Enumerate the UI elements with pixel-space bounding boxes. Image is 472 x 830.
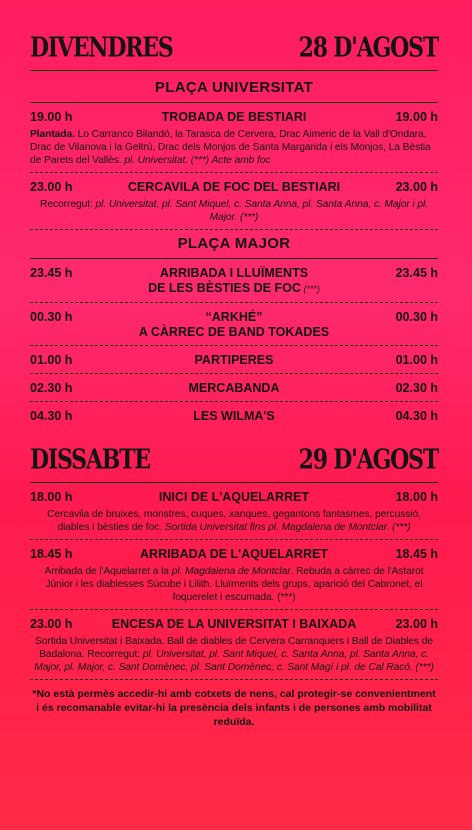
event-time-start: 00.30 h: [30, 310, 73, 324]
event-time-start: 18.00 h: [30, 490, 73, 504]
divider: [30, 679, 438, 680]
event-cercavila: [30, 180, 438, 224]
event-title: ENCESA DE LA UNIVERSITAT I BAIXADA: [111, 617, 357, 631]
event-time-end: 00.30 h: [395, 310, 438, 324]
event-time-end: 23.00 h: [395, 617, 438, 631]
divider: [30, 401, 438, 402]
day-name: DISSABTE: [30, 443, 150, 476]
event-partiperes: [30, 353, 438, 368]
event-time-start: 23.00 h: [30, 180, 73, 194]
event-title: ARRIBADA DE L'AQUELARRET: [140, 547, 328, 561]
day-date: 28 D'AGOST: [298, 31, 438, 64]
divider: [30, 345, 438, 346]
event-time-end: 18.45 h: [395, 547, 438, 561]
event-time-end: 18.00 h: [395, 490, 438, 504]
event-time-start: 18.45 h: [30, 547, 73, 561]
event-time-end: 19.00 h: [395, 110, 438, 124]
event-mercabanda: [30, 381, 438, 396]
event-time-start: 04.30 h: [30, 409, 73, 423]
program-page: [0, 30, 472, 830]
divider: [30, 609, 438, 610]
venue-title: PLAÇA MAJOR: [177, 235, 291, 252]
event-time-end: 23.00 h: [395, 180, 438, 194]
day-header-saturday: [30, 436, 438, 476]
event-time-end: 01.00 h: [395, 353, 438, 367]
event-title: PARTIPERES: [194, 353, 274, 367]
divider: [30, 70, 438, 71]
event-time-start: 23.45 h: [30, 266, 73, 280]
divider: [30, 172, 438, 173]
day-name: DIVENDRES: [30, 31, 173, 64]
event-time-start: 01.00 h: [30, 353, 73, 367]
event-title: TROBADA DE BESTIARI: [161, 110, 307, 124]
event-title: INICI DE L'AQUELARRET: [158, 490, 310, 504]
event-time-start: 02.30 h: [30, 381, 73, 395]
event-trobada: [30, 110, 438, 167]
event-description: Cercavila de bruixes, monstres, cuques, xanques, gegantons fantasmes, percussió, diables i bèsties de foc. Sortida Universitat fins pl. Magdalena de Montclar. (***): [47, 509, 421, 533]
day-date: 29 D'AGOST: [298, 443, 438, 476]
event-description: Arribada de l'Aquelarret a la pl. Magdalena de Montclar. Rebuda a càrrec de l'Astarot Júnior i les diablesses Súcube i Lilith. Lluïments dels grups, aparició del Cabronet, el foquerelet i escumada. (***): [44, 566, 424, 603]
footnote: *No està permès accedir-hi amb cotxets de nens, cal protegir-se convenientment i és recomanable evitar-hi la presència dels infants i de persones amb mobilitat reduïda.: [32, 688, 436, 728]
divider: [30, 482, 438, 483]
event-description: Plantada. Lo Carranco Bilandó, la Tarasca de Cervera, Drac Aimeric de la Vall d'Ondara, Drac de Vilanova i la Geltrú, Drac dels Monjos de Santa Margarida i els Monjos, La Bèstia de Parets del Vallès. pl. Universitat. (***) Acte amb foc: [30, 129, 431, 166]
event-title: “ARKHÉ” A CÀRREC DE BAND TOKADES: [138, 310, 330, 339]
event-arribada: [30, 266, 438, 297]
event-arribada-aquelarret: [30, 547, 438, 604]
divider: [30, 229, 438, 230]
divider: [30, 258, 438, 259]
event-title: CERCAVILA DE FOC DEL BESTIARI: [127, 180, 341, 194]
venue-title: PLAÇA UNIVERSITAT: [154, 79, 314, 96]
divider: [30, 373, 438, 374]
event-encesa: [30, 617, 438, 674]
divider: [30, 539, 438, 540]
event-time-end: 04.30 h: [395, 409, 438, 423]
day-header-friday: [30, 22, 438, 65]
event-description: Sortida Universitat i Baixada. Ball de diables de Cervera Carranquers i Ball de Diables de Badalona. Recorregut: pl. Universitat, pl. Sant Miquel, c. Santa Anna, pl. Santa Anna, c. Major, pl. Major, c. Sant Domènec, pl. Sant Domènec, c. Sant Magí i pl. de Cal Racó. (***): [34, 636, 434, 673]
divider: [30, 302, 438, 303]
event-inici-aquelarret: [30, 490, 438, 534]
event-title: LES WILMA'S: [193, 409, 275, 423]
event-wilmas: [30, 409, 438, 424]
event-time-start: 23.00 h: [30, 617, 73, 631]
event-title: MERCABANDA: [188, 381, 280, 395]
event-time-start: 19.00 h: [30, 110, 73, 124]
event-title: ARRIBADA I LLUÏMENTS DE LES BÈSTIES DE FOC (***): [148, 266, 320, 295]
divider: [30, 102, 438, 103]
event-time-end: 23.45 h: [395, 266, 438, 280]
event-description: Recorregut: pl. Universitat, pl. Sant Miquel, c. Santa Anna, pl. Santa Anna, c. Major i pl. Major. (***): [40, 199, 428, 223]
event-time-end: 02.30 h: [395, 381, 438, 395]
event-arkhe: [30, 310, 438, 340]
